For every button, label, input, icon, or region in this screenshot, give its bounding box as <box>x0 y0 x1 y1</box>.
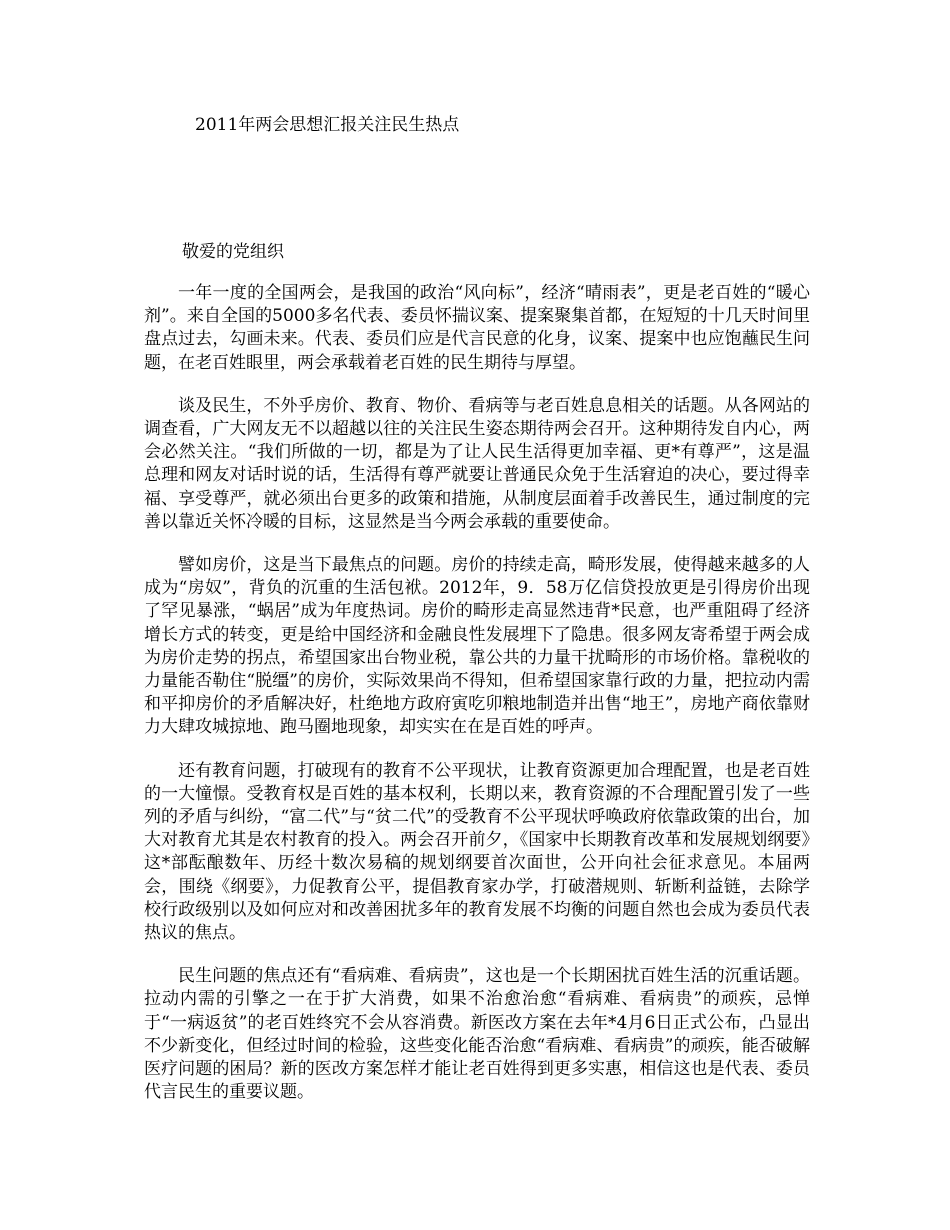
salutation: 敬爱的党组织 <box>182 242 284 262</box>
paragraph: 谈及民生，不外乎房价、教育、物价、看病等与老百姓息息相关的话题。从各网站的调查看，广大网友无不以超越以往的关注民生姿态期待两会召开。这种期待发自内心，两会必然关注。“我们所做的一切，都是为了让人民生活得更加幸福、更*有尊严”，这是温总理和网友对话时说的话，生活得有尊严就要让普通民众免于生活窘迫的决心，要过得幸福、享受尊严，就必须出台更多的政策和措施，从制度层面着手改善民生，通过制度的完善以靠近关怀冷暖的目标，这显然是当今两会承载的重要使命。 <box>144 395 810 532</box>
paragraph: 一年一度的全国两会，是我国的政治“风向标”，经济“晴雨表”，更是老百姓的“暖心剂”。来自全国的5000多名代表、委员怀揣议案、提案聚集首都，在短短的十几天时间里盘点过去，勾画未来。代表、委员们应是代言民意的化身，议案、提案中也应饱蘸民生问题，在老百姓眼里，两会承载着老百姓的民生期待与厚望。 <box>144 283 810 373</box>
paragraph: 譬如房价，这是当下最焦点的问题。房价的持续走高，畸形发展，使得越来越多的人成为“房奴”，背负的沉重的生活包袱。2012年，9．58万亿信贷投放更是引得房价出现了罕见暴涨，“蜗居”成为年度热词。房价的畸形走高显然违背*民意，也严重阻碍了经济增长方式的转变，更是给中国经济和金融良性发展埋下了隐患。很多网友寄希望于两会成为房价走势的拐点，希望国家出台物业税，靠公共的力量干扰畸形的市场价格。靠税收的力量能否勒住“脱缰”的房价，实际效果尚不得知，但希望国家靠行政的力量，把拉动内需和平抑房价的矛盾解决好，杜绝地方政府寅吃卯粮地制造并出售“地王”，房地产商依靠财力大肆攻城掠地、跑马圈地现象，却实实在在是百姓的呼声。 <box>144 555 810 738</box>
paragraph: 还有教育问题，打破现有的教育不公平现状，让教育资源更加合理配置，也是老百姓的一大憧憬。受教育权是百姓的基本权利，长期以来，教育资源的不合理配置引发了一些列的矛盾与纠纷，“富二代”与“贫二代”的受教育不公平现状呼唤政府依靠政策的出台，加大对教育尤其是农村教育的投入。两会召开前夕，《国家中长期教育改革和发展规划纲要》这*部酝酿数年、历经十数次易稿的规划纲要首次面世，公开向社会征求意见。本届两会，围绕《纲要》，力促教育公平，提倡教育家办学，打破潜规则、斩断利益链，去除学校行政级别以及如何应对和改善困扰多年的教育发展不均衡的问题自然也会成为委员代表热议的焦点。 <box>144 760 810 944</box>
document-title: 2011年两会思想汇报关注民生热点 <box>195 115 460 135</box>
paragraph: 民生问题的焦点还有“看病难、看病贵”，这也是一个长期困扰百姓生活的沉重话题。拉动内需的引擎之一在于扩大消费，如果不治愈治愈“看病难、看病贵”的顽疾，忌惮于“一病返贫”的老百姓终究不会从容消费。新医改方案在去年*4月6日正式公布，凸显出不少新变化，但经过时间的检验，这些变化能否治愈“看病难、看病贵”的顽疾，能否破解医疗问题的困局？新的医改方案怎样才能让老百姓得到更多实惠，相信这也是代表、委员代言民生的重要议题。 <box>144 966 810 1103</box>
document-body <box>144 282 810 1125</box>
